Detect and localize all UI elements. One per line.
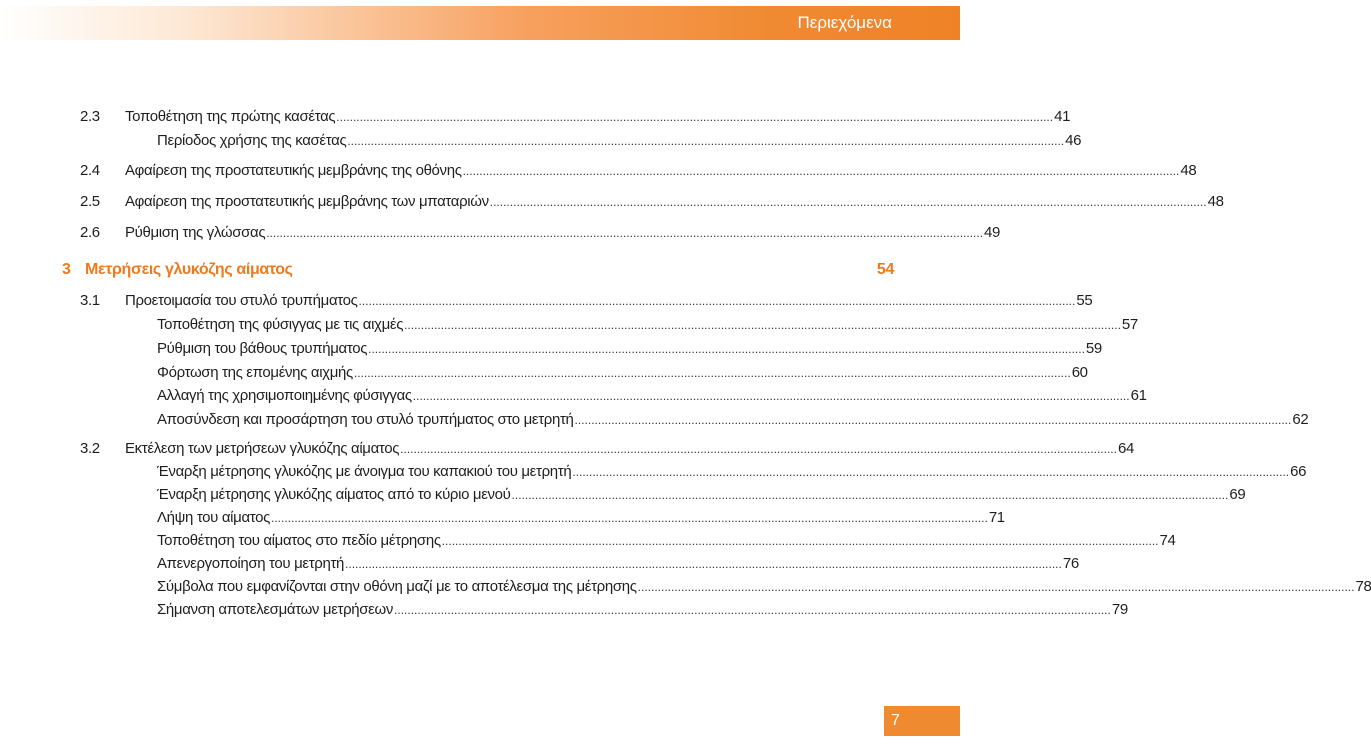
toc-page-number: 62 (1292, 411, 1309, 428)
dot-leader: ....................................................................................................................................................................................................................... (511, 488, 1229, 502)
toc-link[interactable] (157, 530, 1176, 552)
toc-link[interactable] (157, 599, 1128, 621)
toc-page-number: 49 (984, 224, 1001, 241)
toc-title: Σήμανση αποτελεσμάτων μετρήσεων (157, 601, 394, 618)
toc-row (0, 461, 1307, 483)
toc-row (0, 130, 1082, 152)
toc-section-number: 3.2 (80, 440, 100, 457)
toc-chapter-link[interactable] (85, 259, 894, 281)
toc-section-number: 3.1 (80, 292, 100, 309)
toc-row (0, 438, 1134, 460)
toc-title: Αφαίρεση της προστατευτικής μεμβράνης της οθόνης (125, 162, 462, 179)
dot-leader: ....................................................................................................................................................................................................................... (347, 134, 1065, 148)
toc-link[interactable] (157, 314, 1138, 336)
toc-page-number: 78 (1355, 578, 1371, 595)
toc-link[interactable] (157, 576, 1371, 598)
toc-row (0, 553, 1079, 575)
toc-page-number: 55 (1076, 292, 1093, 309)
toc-chapter-title: Μετρήσεις γλυκόζης αίματος (85, 261, 293, 278)
toc-title: Τοποθέτηση του αίματος στο πεδίο μέτρησης (157, 532, 441, 549)
toc-row (0, 362, 1088, 384)
toc-page-number: 60 (1071, 364, 1088, 381)
toc-link[interactable] (157, 484, 1246, 506)
toc-page-number: 59 (1085, 340, 1102, 357)
toc-link[interactable] (157, 461, 1307, 483)
dot-leader: ....................................................................................................................................................................................................................... (368, 342, 1085, 356)
toc-row (0, 599, 1128, 621)
toc-chapter-number: 3 (62, 261, 71, 278)
dot-leader: ....................................................................................................................................................................................................................... (637, 580, 1355, 594)
toc-title: Τοποθέτηση της φύσιγγας με τις αιχμές (157, 316, 404, 333)
toc-link[interactable] (157, 362, 1088, 384)
toc-page-number: 64 (1117, 440, 1134, 457)
toc-section-number: 2.3 (80, 108, 100, 125)
toc-title: Περίοδος χρήσης της κασέτας (157, 132, 347, 149)
toc-row (0, 290, 1093, 312)
toc-title: Αφαίρεση της προστατευτικής μεμβράνης των μπαταριών (125, 193, 489, 210)
toc-title: Τοποθέτηση της πρώτης κασέτας (125, 108, 336, 125)
toc-link[interactable] (125, 106, 1071, 128)
toc-title: Σύμβολα που εμφανίζονται στην οθόνη μαζί με το αποτέλεσμα της μέτρησης (157, 578, 637, 595)
dot-leader: ....................................................................................................................................................................................................................... (462, 164, 1180, 178)
toc-link[interactable] (125, 438, 1134, 460)
toc-row (0, 106, 1071, 128)
dot-leader: ....................................................................................................................................................................................................................... (404, 318, 1121, 332)
toc-row (0, 314, 1138, 336)
toc-page-number: 79 (1111, 601, 1128, 618)
dot-leader: ....................................................................................................................................................................................................................... (572, 465, 1290, 479)
toc-link[interactable] (125, 160, 1197, 182)
toc-row (0, 338, 1102, 360)
toc-page-number: 61 (1130, 387, 1147, 404)
toc-row (0, 409, 1309, 431)
toc-page-number: 74 (1159, 532, 1176, 549)
toc-row (0, 385, 1147, 407)
toc-page-number: 48 (1180, 162, 1197, 179)
toc-link[interactable] (157, 385, 1147, 407)
page-title: Περιεχόμενα (797, 13, 892, 32)
toc-title: Ρύθμιση της γλώσσας (125, 224, 266, 241)
dot-leader: ....................................................................................................................................................................................................................... (353, 366, 1071, 380)
toc-title: Προετοιμασία του στυλό τρυπήματος (125, 292, 358, 309)
toc-page-number: 57 (1121, 316, 1138, 333)
toc-title: Λήψη του αίματος (157, 509, 270, 526)
toc-section-number: 2.4 (80, 162, 100, 179)
toc-row (0, 484, 1246, 506)
toc-title: Αλλαγή της χρησιμοποιημένης φύσιγγας (157, 387, 412, 404)
dot-leader: ....................................................................................................................................................................................................................... (574, 413, 1292, 427)
dot-leader: ....................................................................................................................................................................................................................... (336, 110, 1054, 124)
dot-leader: ....................................................................................................................................................................................................................... (441, 534, 1159, 548)
toc-page-number: 76 (1062, 555, 1079, 572)
toc-page-number: 71 (988, 509, 1005, 526)
toc-page-number: 46 (1065, 132, 1082, 149)
dot-leader: ....................................................................................................................................................................................................................... (358, 294, 1076, 308)
page-number: 7 (891, 712, 900, 729)
toc-page-number: 69 (1229, 486, 1246, 503)
toc-title: Αποσύνδεση και προσάρτηση του στυλό τρυπήματος στο μετρητή (157, 411, 574, 428)
toc-link[interactable] (125, 290, 1093, 312)
toc-section-number: 2.5 (80, 193, 100, 210)
toc-link[interactable] (157, 130, 1082, 152)
toc-chapter-row (0, 259, 960, 281)
toc-title: Έναρξη μέτρησης γλυκόζης με άνοιγμα του καπακιού του μετρητή (157, 463, 572, 480)
dot-leader: ....................................................................................................................................................................................................................... (345, 557, 1062, 571)
toc-title: Έναρξη μέτρησης γλυκόζης αίματος από το κύριο μενού (157, 486, 511, 503)
dot-leader: ....................................................................................................................................................................................................................... (266, 226, 984, 240)
toc-title: Φόρτωση της επομένης αιχμής (157, 364, 353, 381)
dot-leader: ....................................................................................................................................................................................................................... (271, 511, 988, 525)
dot-leader: ....................................................................................................................................................................................................................... (412, 389, 1130, 403)
toc-link[interactable] (157, 338, 1102, 360)
toc-link[interactable] (157, 409, 1309, 431)
toc-title: Ρύθμιση του βάθους τρυπήματος (157, 340, 368, 357)
toc-row (0, 530, 1176, 552)
dot-leader: ....................................................................................................................................................................................................................... (489, 195, 1207, 209)
dot-leader: ....................................................................................................................................................................................................................... (400, 442, 1117, 456)
toc-link[interactable] (157, 507, 1005, 529)
toc-link[interactable] (125, 222, 1001, 244)
toc-page-number: 54 (876, 261, 894, 278)
toc-row (0, 576, 1371, 598)
toc-title: Απενεργοποίηση του μετρητή (157, 555, 345, 572)
toc-page-number: 66 (1290, 463, 1307, 480)
toc-page-number: 48 (1207, 193, 1224, 210)
toc-title: Εκτέλεση των μετρήσεων γλυκόζης αίματος (125, 440, 400, 457)
toc-link[interactable] (157, 553, 1079, 575)
dot-leader: ....................................................................................................................................................................................................................... (394, 603, 1111, 617)
toc-row (0, 160, 1197, 182)
toc-row (0, 507, 1005, 529)
toc-row (0, 222, 1001, 244)
toc-section-number: 2.6 (80, 224, 100, 241)
toc-link[interactable] (125, 191, 1224, 213)
toc-page-number: 41 (1054, 108, 1071, 125)
toc-row (0, 191, 1224, 213)
